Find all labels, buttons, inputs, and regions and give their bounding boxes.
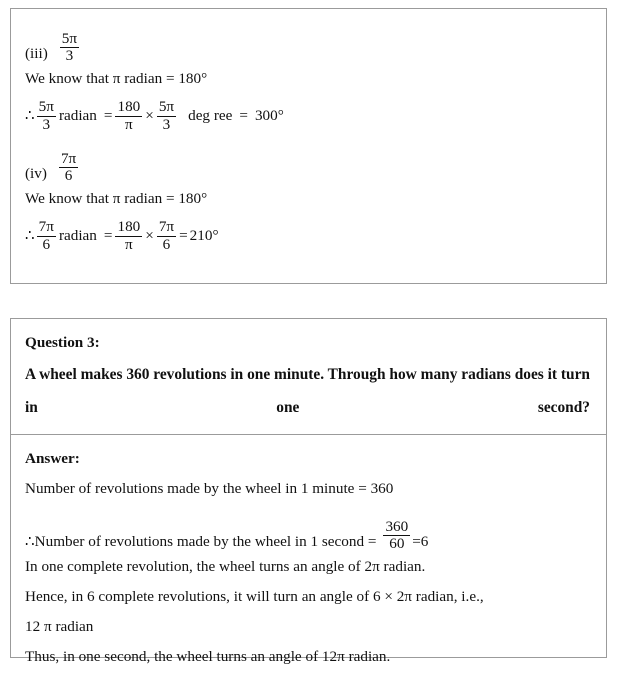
- lhs-fraction: [37, 99, 56, 132]
- answer-line-2: [25, 504, 592, 552]
- fraction-numerator: 7π: [60, 149, 77, 167]
- revolutions-per-second-fraction: [383, 519, 410, 552]
- fraction-denominator: 3: [65, 46, 74, 64]
- solutions-content: [11, 9, 606, 268]
- fraction-denominator: 3: [42, 115, 51, 133]
- answer-line-5: 12 π radian: [25, 618, 94, 635]
- multiply-symbol: ×: [145, 107, 154, 124]
- item-label-iii: (iii): [25, 45, 48, 62]
- answer-line-2-text: Number of revolutions made by the wheel in 1 second =: [34, 533, 377, 550]
- answer-heading: Answer:: [25, 450, 80, 467]
- equals-symbol-2: =: [239, 107, 248, 124]
- item-fraction-iii: [60, 31, 79, 64]
- fraction-denominator: π: [125, 235, 133, 253]
- fraction-numerator: 7π: [158, 218, 175, 236]
- degree-unit-label: deg ree: [188, 107, 233, 124]
- question-text: A wheel makes 360 revolutions in one minute. Through how many radians does it turn in one second?: [25, 366, 590, 416]
- question-section: [11, 319, 606, 434]
- fraction-denominator: 6: [64, 166, 73, 184]
- answer-line-3: In one complete revolution, the wheel turns an angle of 2π radian.: [25, 558, 426, 575]
- question-answer-box: [10, 318, 607, 665]
- known-fact-line-iii: We know that π radian = 180°: [25, 70, 208, 87]
- fraction-numerator: 180: [117, 98, 141, 116]
- therefore-symbol: ∴: [25, 533, 35, 550]
- answer-line-4: Hence, in 6 complete revolutions, it will turn an angle of 6 × 2π radian, i.e.,: [25, 588, 484, 605]
- lhs-fraction: [37, 219, 56, 252]
- angle-fraction: [157, 99, 176, 132]
- answer-section: [11, 435, 606, 682]
- angle-fraction: [157, 219, 176, 252]
- known-fact-line-iv: We know that π radian = 180°: [25, 190, 208, 207]
- fraction-denominator: 3: [162, 115, 171, 133]
- fraction-numerator: 5π: [61, 29, 78, 47]
- therefore-symbol: ∴: [25, 227, 35, 244]
- fraction-denominator: π: [125, 115, 133, 133]
- lhs-unit-label: radian: [58, 107, 97, 124]
- fraction-denominator: 60: [389, 534, 405, 552]
- item-label-iv: (iv): [25, 165, 47, 182]
- fraction-numerator: 5π: [38, 98, 54, 116]
- solution-item-heading-iii: [25, 18, 592, 64]
- solution-item-heading-iv: [25, 138, 592, 184]
- equals-symbol: =: [412, 533, 421, 550]
- result-value: 300°: [254, 107, 284, 124]
- multiply-symbol: ×: [145, 227, 154, 244]
- equals-symbol: =: [103, 107, 113, 124]
- conversion-fraction: [115, 219, 142, 252]
- fraction-numerator: 5π: [158, 98, 175, 116]
- fraction-numerator: 7π: [38, 218, 54, 236]
- derivation-line-iv: [25, 214, 592, 258]
- derivation-line-iii: [25, 94, 592, 138]
- answer-line-1: Number of revolutions made by the wheel in 1 minute = 360: [25, 480, 394, 497]
- answer-line-6: Thus, in one second, the wheel turns an angle of 12π radian.: [25, 648, 391, 665]
- equals-symbol-2: =: [179, 227, 188, 244]
- result-value: 6: [420, 533, 429, 550]
- solutions-box: [10, 8, 607, 284]
- lhs-unit-label: radian: [58, 227, 97, 244]
- item-fraction-iv: [59, 151, 78, 184]
- fraction-numerator: 360: [385, 517, 409, 535]
- fraction-denominator: 6: [162, 235, 171, 253]
- fraction-numerator: 180: [117, 218, 141, 236]
- question-heading: Question 3:: [25, 334, 100, 351]
- result-value: 210°: [189, 227, 219, 244]
- fraction-denominator: 6: [42, 235, 51, 253]
- equals-symbol: =: [103, 227, 113, 244]
- conversion-fraction: [115, 99, 142, 132]
- therefore-symbol: ∴: [25, 107, 35, 124]
